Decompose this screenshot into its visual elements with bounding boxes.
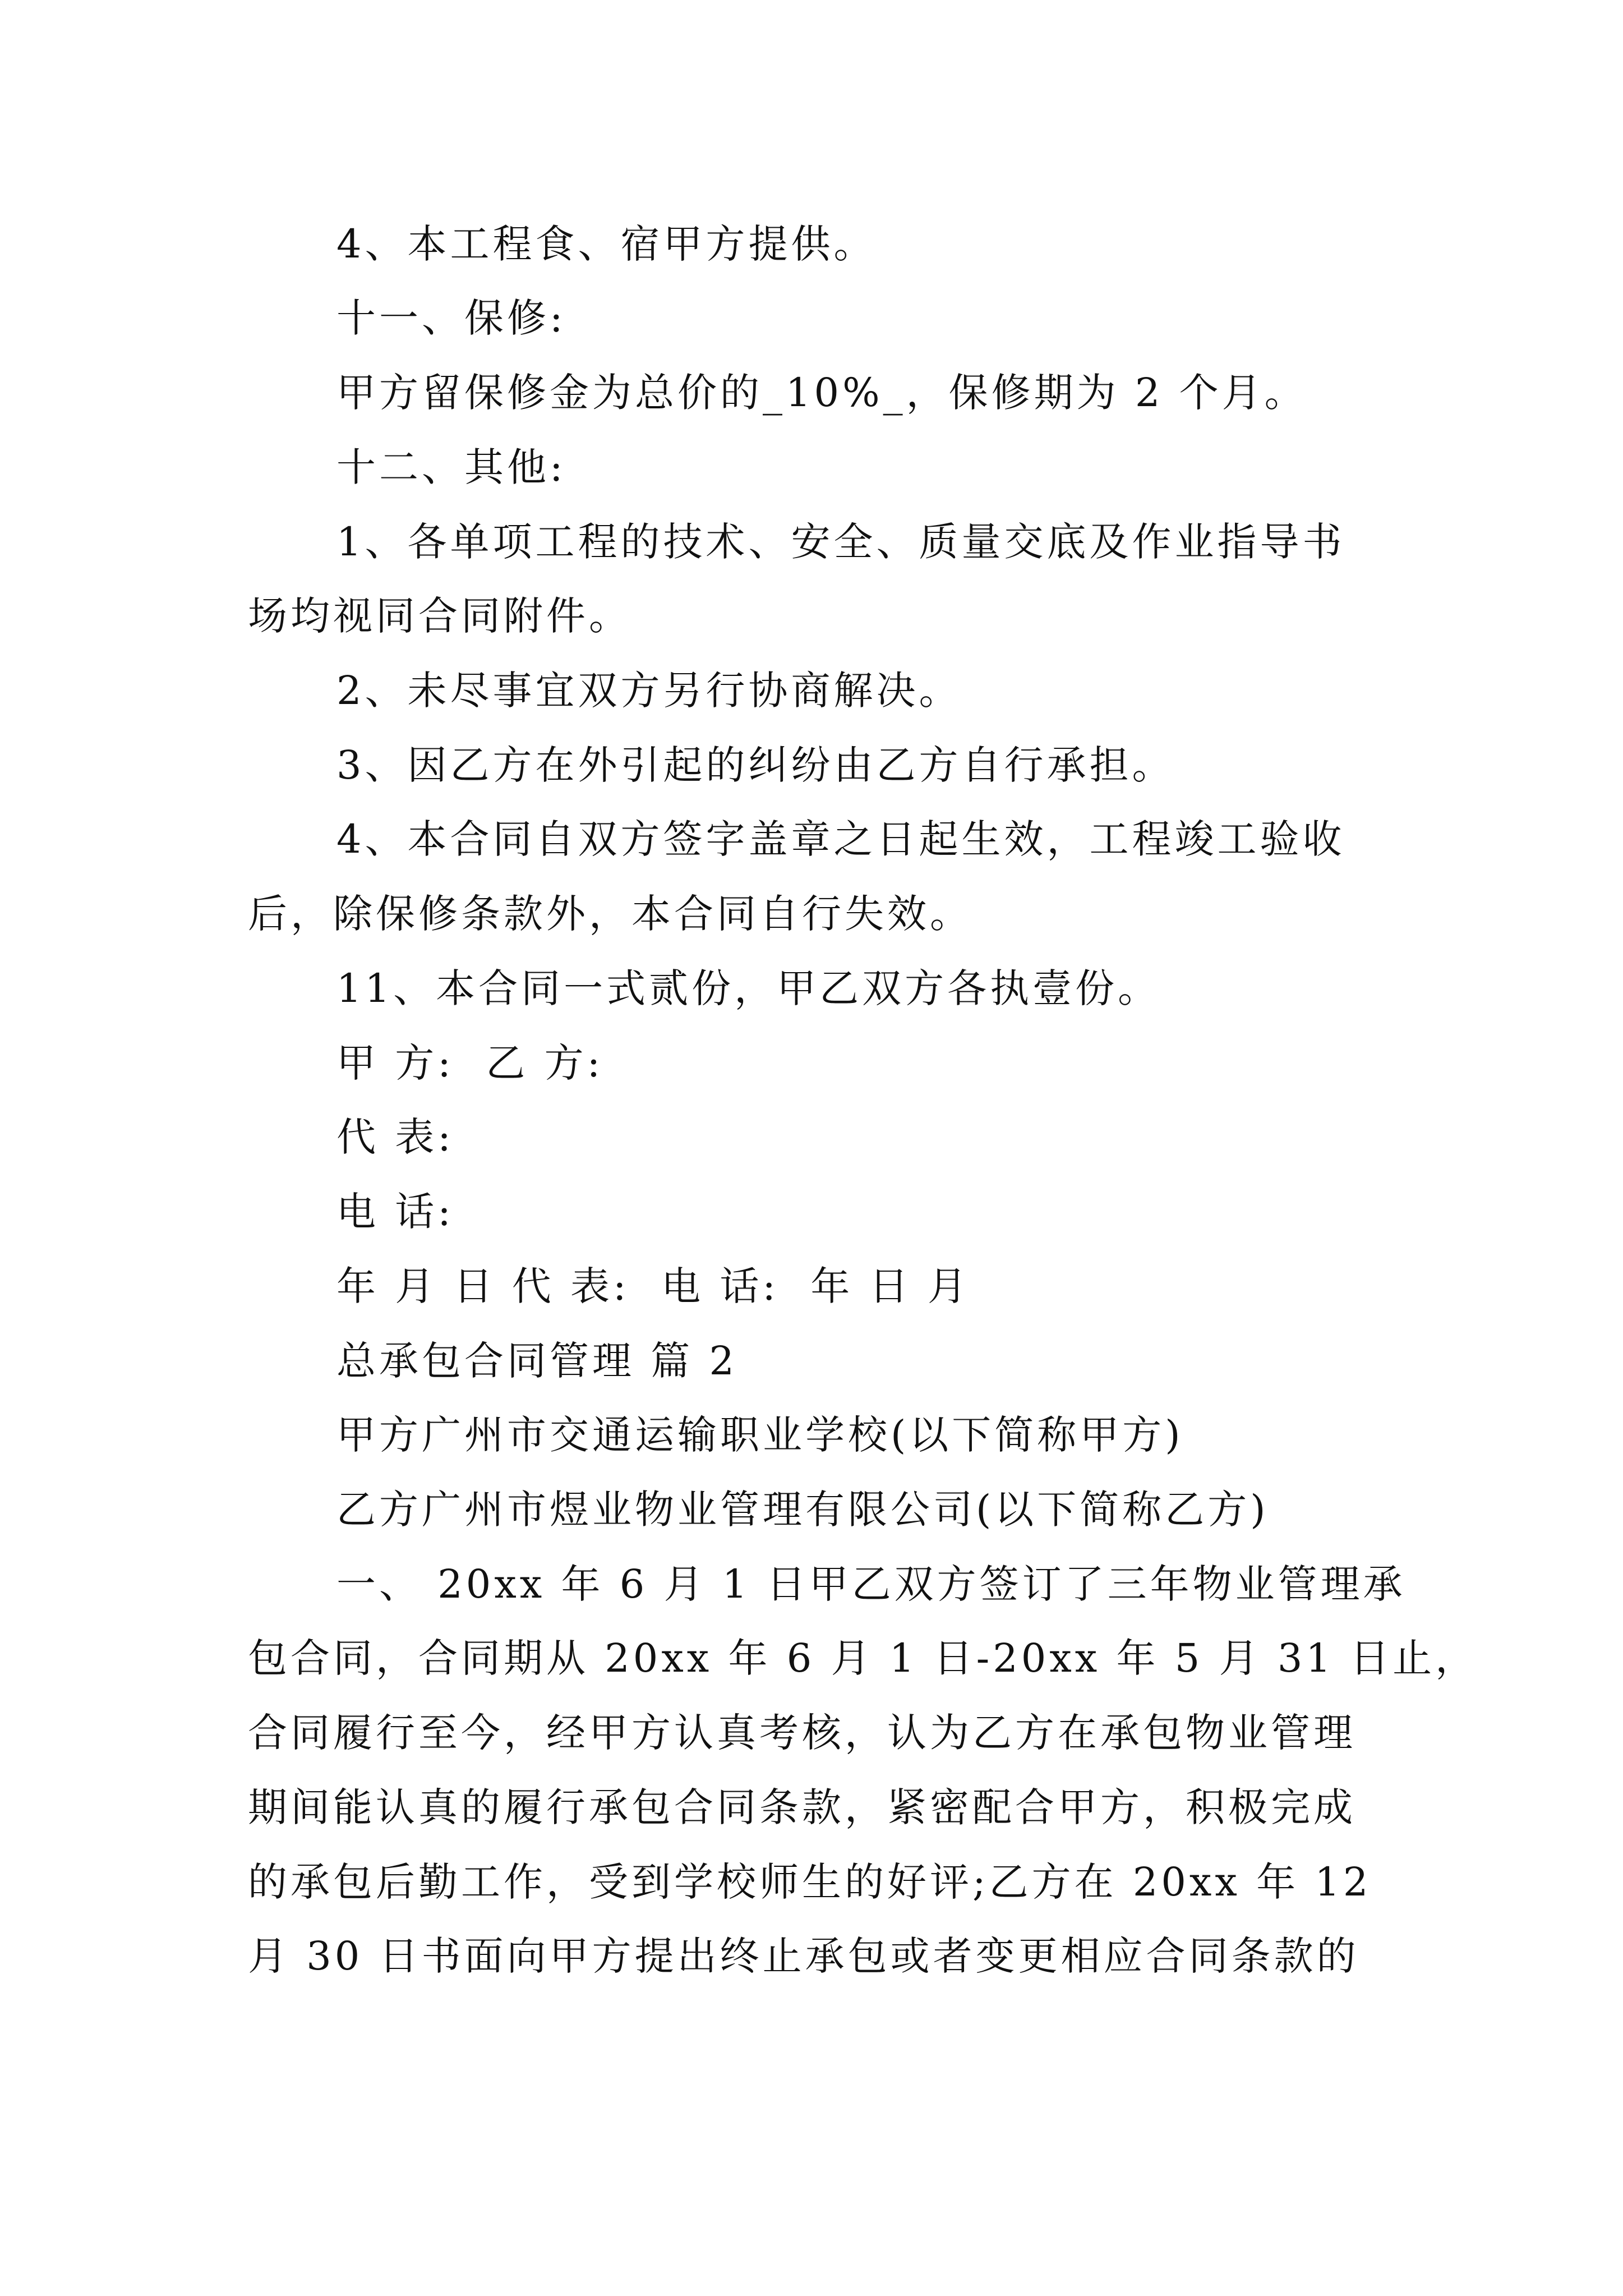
party-b-line: 乙方广州市煜业物业管理有限公司(以下简称乙方) xyxy=(336,1487,1269,1533)
section-heading-warranty: 十一、保修: xyxy=(336,295,566,341)
paragraph-line-24: 月 30 日书面向甲方提出终止承包或者变更相应合同条款的 xyxy=(248,1933,1359,1979)
signature-date-line: 年 月 日 代 表: 电 话: 年 日 月 xyxy=(336,1263,970,1309)
paragraph-line-10: 后，除保修条款外，本合同自行失效。 xyxy=(248,891,972,937)
paragraph-line-8: 3、因乙方在外引起的纠纷由乙方自行承担。 xyxy=(336,742,1175,788)
party-a-line: 甲方广州市交通运输职业学校(以下简称甲方) xyxy=(336,1412,1184,1458)
paragraph-line-21: 合同履行至今，经甲方认真考核，认为乙方在承包物业管理 xyxy=(248,1710,1356,1756)
signature-representative: 代 表: xyxy=(336,1114,454,1160)
paragraph-line-9: 4、本合同自双方签字盖章之日起生效，工程竣工验收 xyxy=(336,816,1345,862)
paragraph-line-1: 4、本工程食、宿甲方提供。 xyxy=(336,221,877,267)
chapter-title: 总承包合同管理 篇 2 xyxy=(336,1338,738,1384)
paragraph-line-11: 11、本合同一式贰份，甲乙双方各执壹份。 xyxy=(336,965,1161,1011)
paragraph-line-7: 2、未尽事宜双方另行协商解决。 xyxy=(336,668,962,714)
paragraph-line-22: 期间能认真的履行承包合同条款，紧密配合甲方，积极完成 xyxy=(248,1784,1356,1830)
paragraph-line-20: 包合同，合同期从 20xx 年 6 月 1 日-20xx 年 5 月 31 日止， xyxy=(248,1635,1478,1681)
signature-parties: 甲 方: 乙 方: xyxy=(336,1040,604,1086)
paragraph-line-6: 场均视同合同附件。 xyxy=(248,593,631,639)
paragraph-line-19: 一、 20xx 年 6 月 1 日甲乙双方签订了三年物业管理承 xyxy=(336,1561,1406,1607)
section-heading-other: 十二、其他: xyxy=(336,444,566,490)
paragraph-line-3: 甲方留保修金为总价的_10%_，保修期为 2 个月。 xyxy=(336,370,1307,416)
paragraph-line-5: 1、各单项工程的技术、安全、质量交底及作业指导书 xyxy=(336,519,1345,565)
paragraph-line-23: 的承包后勤工作，受到学校师生的好评;乙方在 20xx 年 12 xyxy=(248,1859,1372,1905)
signature-phone: 电 话: xyxy=(336,1189,454,1235)
